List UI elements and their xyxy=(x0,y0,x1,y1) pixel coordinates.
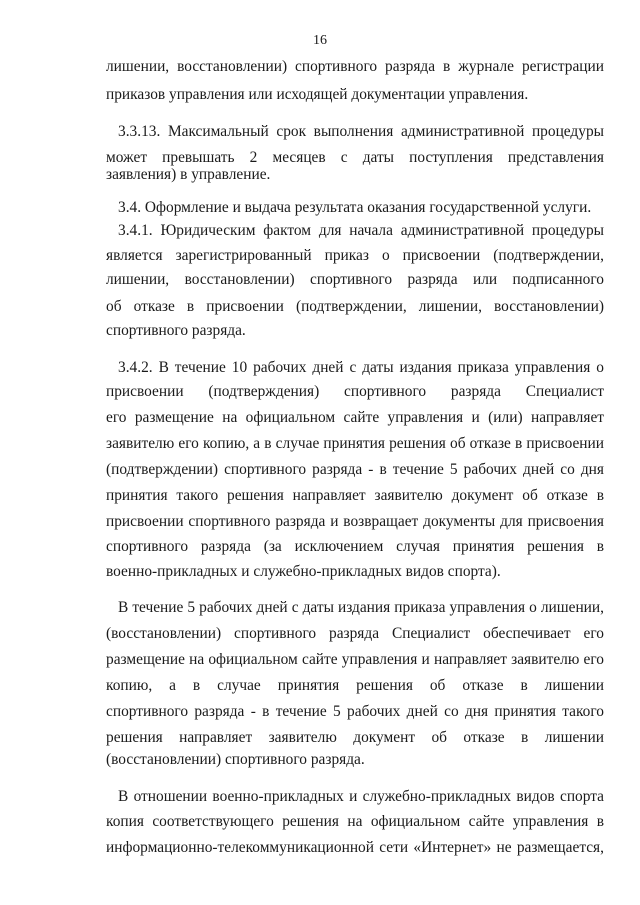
text-line: приказов управления или исходящей документации управления. xyxy=(106,86,529,103)
text-line: лишении, восстановлении) спортивного разряда в журнале регистрации xyxy=(106,58,604,75)
text-line: спортивного разряда. xyxy=(106,322,246,339)
text-line: об отказе в присвоении (подтверждении, лишении, восстановлении) xyxy=(106,298,604,315)
text-line: спортивного разряда (за исключением случая принятия решения в xyxy=(106,538,604,555)
text-line: лишении, восстановлении) спортивного разряда или подписанного xyxy=(106,271,604,288)
page-number: 16 xyxy=(313,33,327,48)
text-line: спортивного разряда - в течение 5 рабочих дней со дня принятия такого xyxy=(106,703,604,720)
text-line: военно-прикладных и служебно-прикладных видов спорта). xyxy=(106,563,501,580)
text-line: В течение 5 рабочих дней с даты издания приказа управления о лишении, xyxy=(118,599,604,616)
text-line: может превышать 2 месяцев с даты поступления представления xyxy=(106,149,604,166)
text-line: размещение на официальном сайте управления и направляет заявителю его xyxy=(106,651,604,668)
text-line: копия соответствующего решения на официальном сайте управления в xyxy=(106,813,604,830)
text-line: его размещение на официальном сайте управления и (или) направляет xyxy=(106,409,604,426)
text-line: копию, а в случае принятия решения об отказе в лишении xyxy=(106,677,604,694)
text-line: принятия такого решения направляет заявителю документ об отказе в xyxy=(106,487,604,504)
text-line: решения направляет заявителю документ об отказе в лишении xyxy=(106,729,604,746)
text-line: присвоении спортивного разряда и возвращает документы для присвоения xyxy=(106,513,604,530)
text-line: (восстановлении) спортивного разряда Специалист обеспечивает его xyxy=(106,625,604,642)
text-line: 3.3.13. Максимальный срок выполнения административной процедуры xyxy=(118,123,604,140)
text-line: заявителю его копию, а в случае принятия решения об отказе в присвоении xyxy=(106,435,604,452)
text-line: (подтверждении) спортивного разряда - в течение 5 рабочих дней со дня xyxy=(106,461,604,478)
text-line: В отношении военно-прикладных и служебно-прикладных видов спорта xyxy=(118,788,604,805)
text-line: 3.4. Оформление и выдача результата оказания государственной услуги. xyxy=(118,199,592,216)
text-line: 3.4.1. Юридическим фактом для начала административной процедуры xyxy=(118,222,604,239)
text-line: информационно-телекоммуникационной сети «Интернет» не размещается, xyxy=(106,839,604,856)
text-line: (восстановлении) спортивного разряда. xyxy=(106,751,365,768)
text-line: присвоении (подтверждения) спортивного разряда Специалист xyxy=(106,383,604,400)
text-line: 3.4.2. В течение 10 рабочих дней с даты издания приказа управления о xyxy=(118,359,604,376)
text-line: является зарегистрированный приказ о присвоении (подтверждении, xyxy=(106,247,604,264)
text-line: заявления) в управление. xyxy=(106,166,271,183)
